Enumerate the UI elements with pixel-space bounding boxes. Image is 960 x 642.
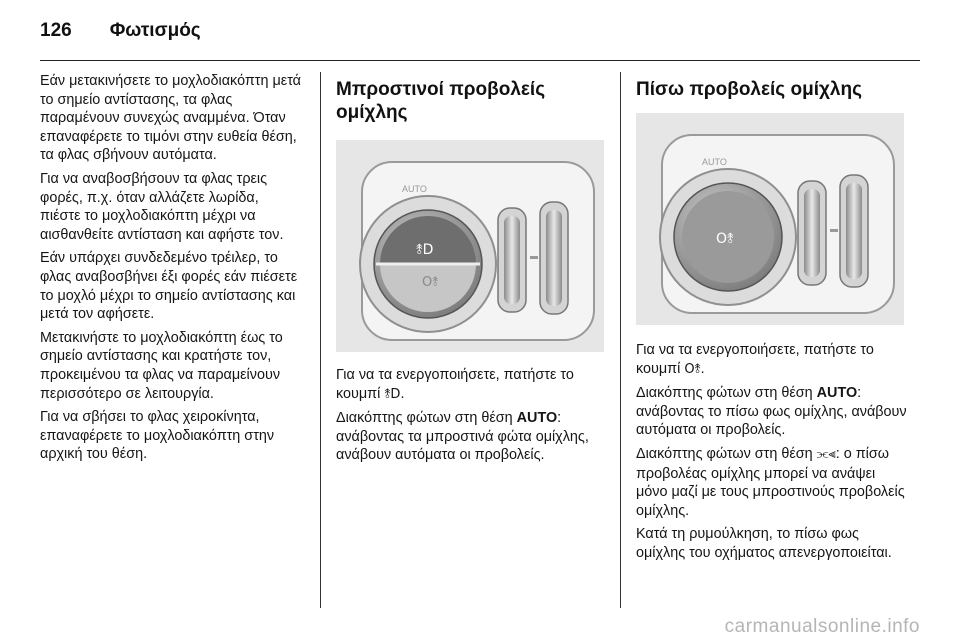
rear-fog-icon: O⥉: [422, 275, 439, 290]
paragraph: Διακόπτης φώτων στη θέση AUTO: ανάβοντας τα μπροστινά φώτα ομίχλης, ανάβουν αυτόματα οι προβολείς.: [336, 410, 589, 464]
watermark: carmanualsonline.info: [724, 616, 920, 637]
paragraph: Για να σβήσει το φλας χειροκίνητα, επαναφέρετε το μοχλοδιακόπτη στην αρχική του θέση.: [40, 409, 275, 463]
light-switch-illustration: [636, 113, 904, 325]
section-title-front-fog: [336, 78, 608, 124]
auto-label: AUTO: [402, 184, 427, 194]
page-header: [40, 16, 201, 46]
paragraph: Για να τα ενεργοποιήσετε, πατήστε το κουμπί O⥉.: [636, 342, 874, 377]
column-left: [40, 72, 302, 469]
page-number: 126: [40, 20, 72, 41]
light-switch-figure-rear: [636, 113, 904, 325]
auto-label: AUTO: [702, 157, 727, 167]
column-right: [636, 72, 908, 568]
paragraph: Για να αναβοσβήσουν τα φλας τρεις φορές, π.χ. όταν αλλάζετε λωρίδα, πιέστε το μοχλοδιακόπτη μέχρι να αισθανθείτε αντίσταση και αφήστε τον.: [40, 170, 284, 243]
page-title: Φωτισμός: [109, 20, 201, 41]
front-fog-icon: ⥉D: [416, 242, 434, 258]
column-middle: [336, 72, 608, 470]
low-beam-icon: ⫘⫷: [816, 446, 836, 462]
header-divider: [40, 60, 920, 61]
paragraph: Μετακινήστε το μοχλοδιακόπτη έως το σημείο αντίστασης και κρατήστε τον, προκειμένου τα φλας να παραμείνουν περισσότερο σε λειτουργία.: [40, 329, 283, 402]
column-divider: [620, 72, 621, 608]
paragraph: Διακόπτης φώτων στη θέση AUTO: ανάβοντας το πίσω φως ομίχλης, ανάβουν αυτόματα οι προβολείς.: [636, 385, 907, 439]
rear-fog-icon: O⥉: [684, 361, 701, 377]
light-switch-illustration: [336, 140, 604, 352]
section-title-line: Μπροστινοί προβολείς: [336, 79, 546, 100]
front-fog-icon: ⥉D: [384, 386, 401, 402]
column-divider: [320, 72, 321, 608]
paragraph: Κατά τη ρυμούλκηση, το πίσω φως ομίχλης του οχήματος απενεργοποιείται.: [636, 526, 892, 561]
section-title-rear-fog: Πίσω προβολείς ομίχλης: [636, 79, 862, 100]
light-switch-figure-front: [336, 140, 604, 352]
paragraph: Για να τα ενεργοποιήσετε, πατήστε το κουμπί ⥉D.: [336, 367, 574, 402]
rear-fog-icon: O⥉: [716, 231, 734, 247]
section-title-line: ομίχλης: [336, 102, 408, 123]
paragraph: Εάν μετακινήσετε το μοχλοδιακόπτη μετά το σημείο αντίστασης, τα φλας παραμένουν συνεχώς αναμμένα. Όταν επαναφέρετε το τιμόνι στην ευθεία θέση, τα φλας σβήνουν αυτόματα.: [40, 73, 301, 164]
paragraph: Διακόπτης φώτων στη θέση ⫘⫷: ο πίσω προβολέας ομίχλης μπορεί να ανάψει μόνο μαζί με τους μπροστινούς προβολείς ομίχλης.: [636, 445, 905, 519]
paragraph: Εάν υπάρχει συνδεδεμένο τρέιλερ, το φλας αναβοσβήνει έξι φορές εάν πιέσετε το μοχλό μέχρι το σημείο αντίστασης και μετά τον αφήσετε.: [40, 250, 298, 323]
